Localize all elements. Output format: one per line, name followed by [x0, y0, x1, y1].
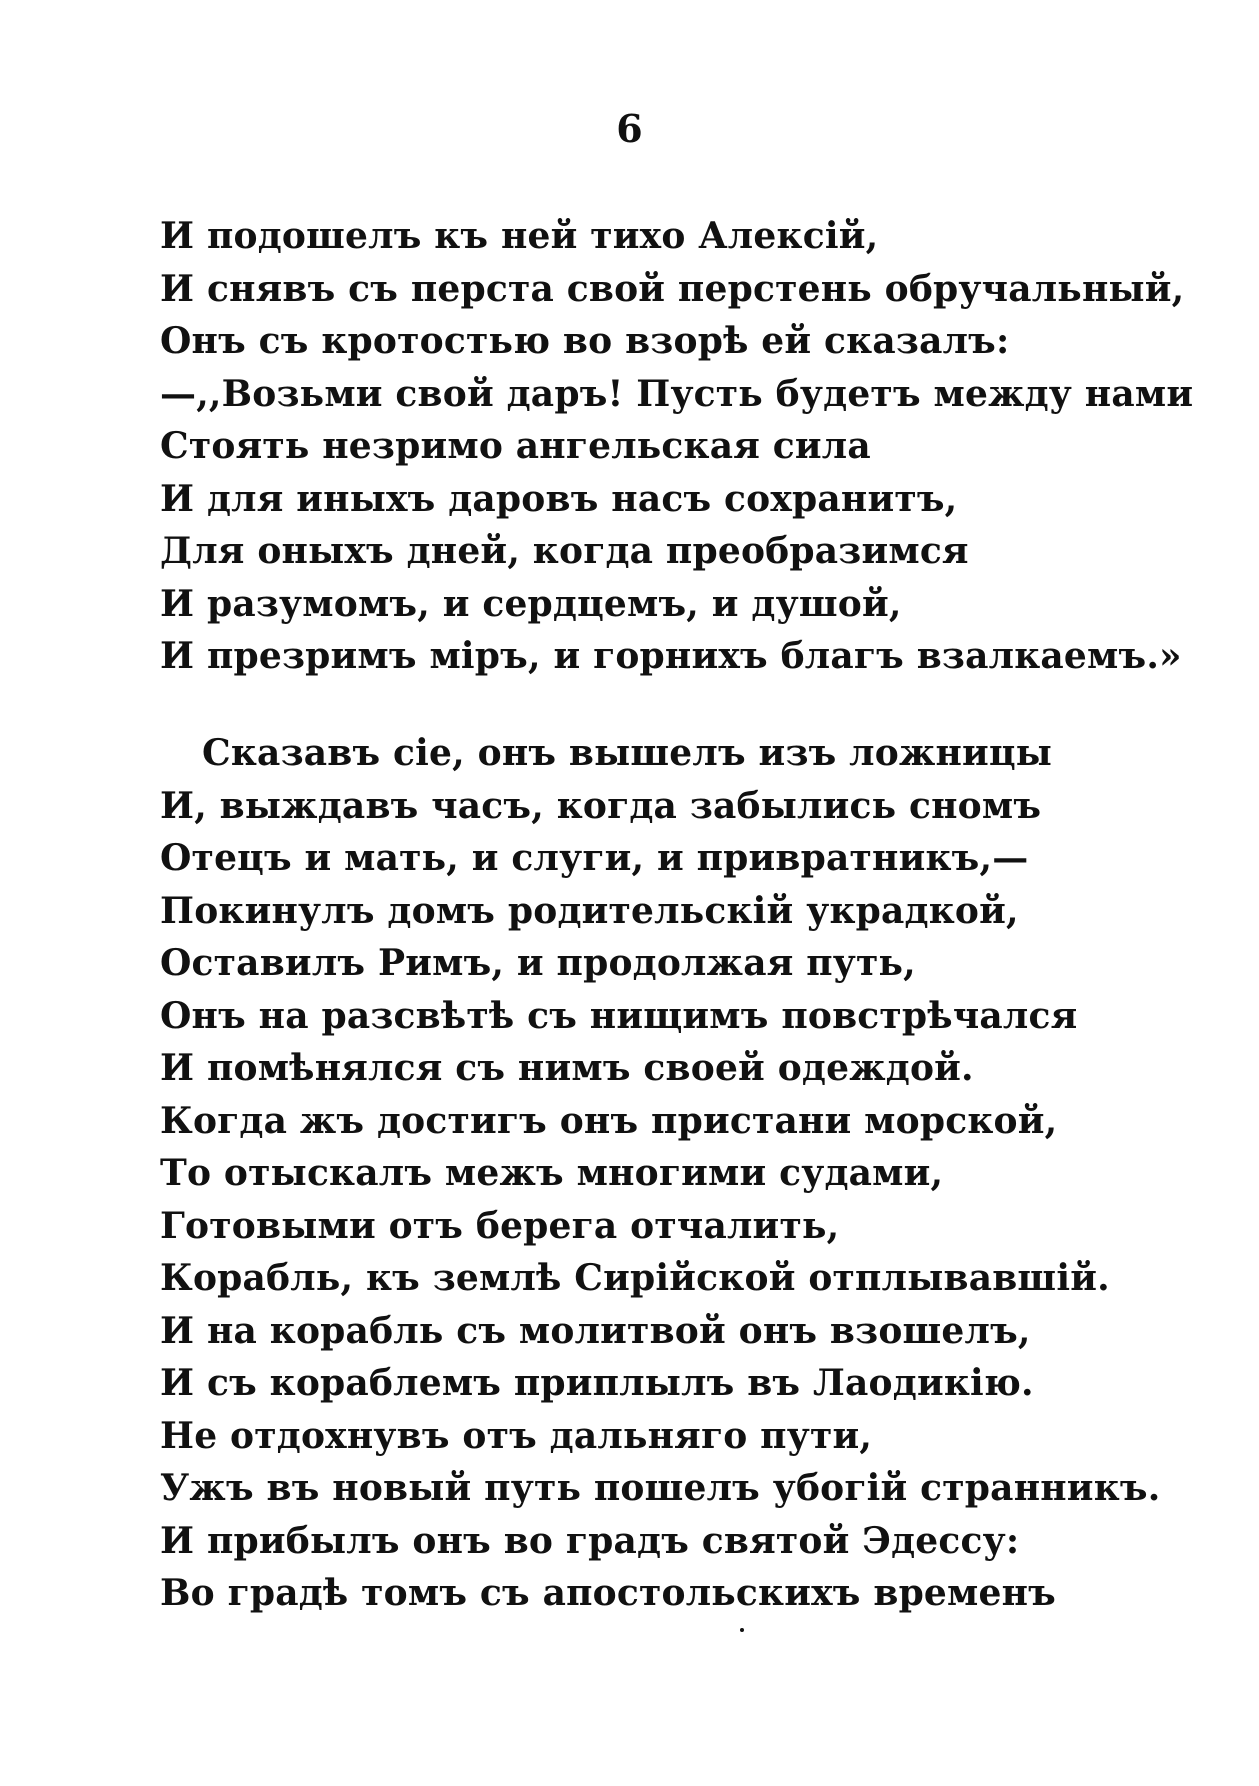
verse-line: И разумомъ, и сердцемъ, и душой, — [160, 582, 902, 625]
verse-line: —,,Возьми свой даръ! Пусть будетъ между нами — [160, 372, 1194, 415]
verse-line: Отецъ и мать, и слуги, и привратникъ,— — [160, 837, 1029, 879]
ink-speck — [740, 1628, 744, 1632]
verse-line: И снявъ съ перста свой перстень обручальный, — [160, 267, 1185, 310]
verse-line: Не отдохнувъ отъ дальняго пути, — [160, 1414, 873, 1457]
verse-line: Ужъ въ новый путь пошелъ убогій странникъ. — [160, 1467, 1161, 1509]
verse-line: И на корабль съ молитвой онъ взошелъ, — [160, 1309, 1031, 1352]
verse-line: Для оныхъ дней, когда преобразимся — [160, 530, 969, 572]
verse-line: Покинулъ домъ родительскій украдкой, — [160, 889, 1019, 932]
stanza — [160, 727, 1160, 1620]
stanza — [160, 210, 1193, 683]
verse-line: Онъ съ кротостью во взорѣ ей сказалъ: — [160, 320, 1010, 362]
verse-line: И подошелъ къ ней тихо Алексій, — [160, 215, 879, 257]
verse-line: И презримъ міръ, и горнихъ благъ взалкаемъ.» — [160, 635, 1182, 677]
verse-line: Сказавъ сіе, онъ вышелъ изъ ложницы — [202, 732, 1053, 774]
verse-line: Онъ на разсвѣтѣ съ нищимъ повстрѣчался — [160, 994, 1078, 1037]
verse-line: И съ кораблемъ приплылъ въ Лаодикію. — [160, 1362, 1034, 1404]
verse-line: И помѣнялся съ нимъ своей одеждой. — [160, 1047, 974, 1089]
verse-line: Оставилъ Римъ, и продолжая путь, — [160, 942, 916, 984]
verse-line: Стоять незримо ангельская сила — [160, 425, 871, 467]
verse-line: И прибылъ онъ во градъ святой Эдессу: — [160, 1519, 1020, 1562]
verse-line: Когда жъ достигъ онъ пристани морской, — [160, 1099, 1058, 1142]
verse-line: Во градѣ томъ съ апостольскихъ временъ — [160, 1572, 1056, 1614]
verse-line: Корабль, къ землѣ Сирійской отплывавшій. — [160, 1257, 1110, 1299]
page-number: 6 — [616, 106, 643, 151]
verse-line: И для иныхъ даровъ насъ сохранитъ, — [160, 477, 958, 520]
verse-line: Готовыми отъ берега отчалить, — [160, 1204, 840, 1247]
verse-line: И, выждавъ часъ, когда забылись сномъ — [160, 784, 1042, 827]
verse-line: То отыскалъ межъ многими судами, — [160, 1152, 944, 1194]
